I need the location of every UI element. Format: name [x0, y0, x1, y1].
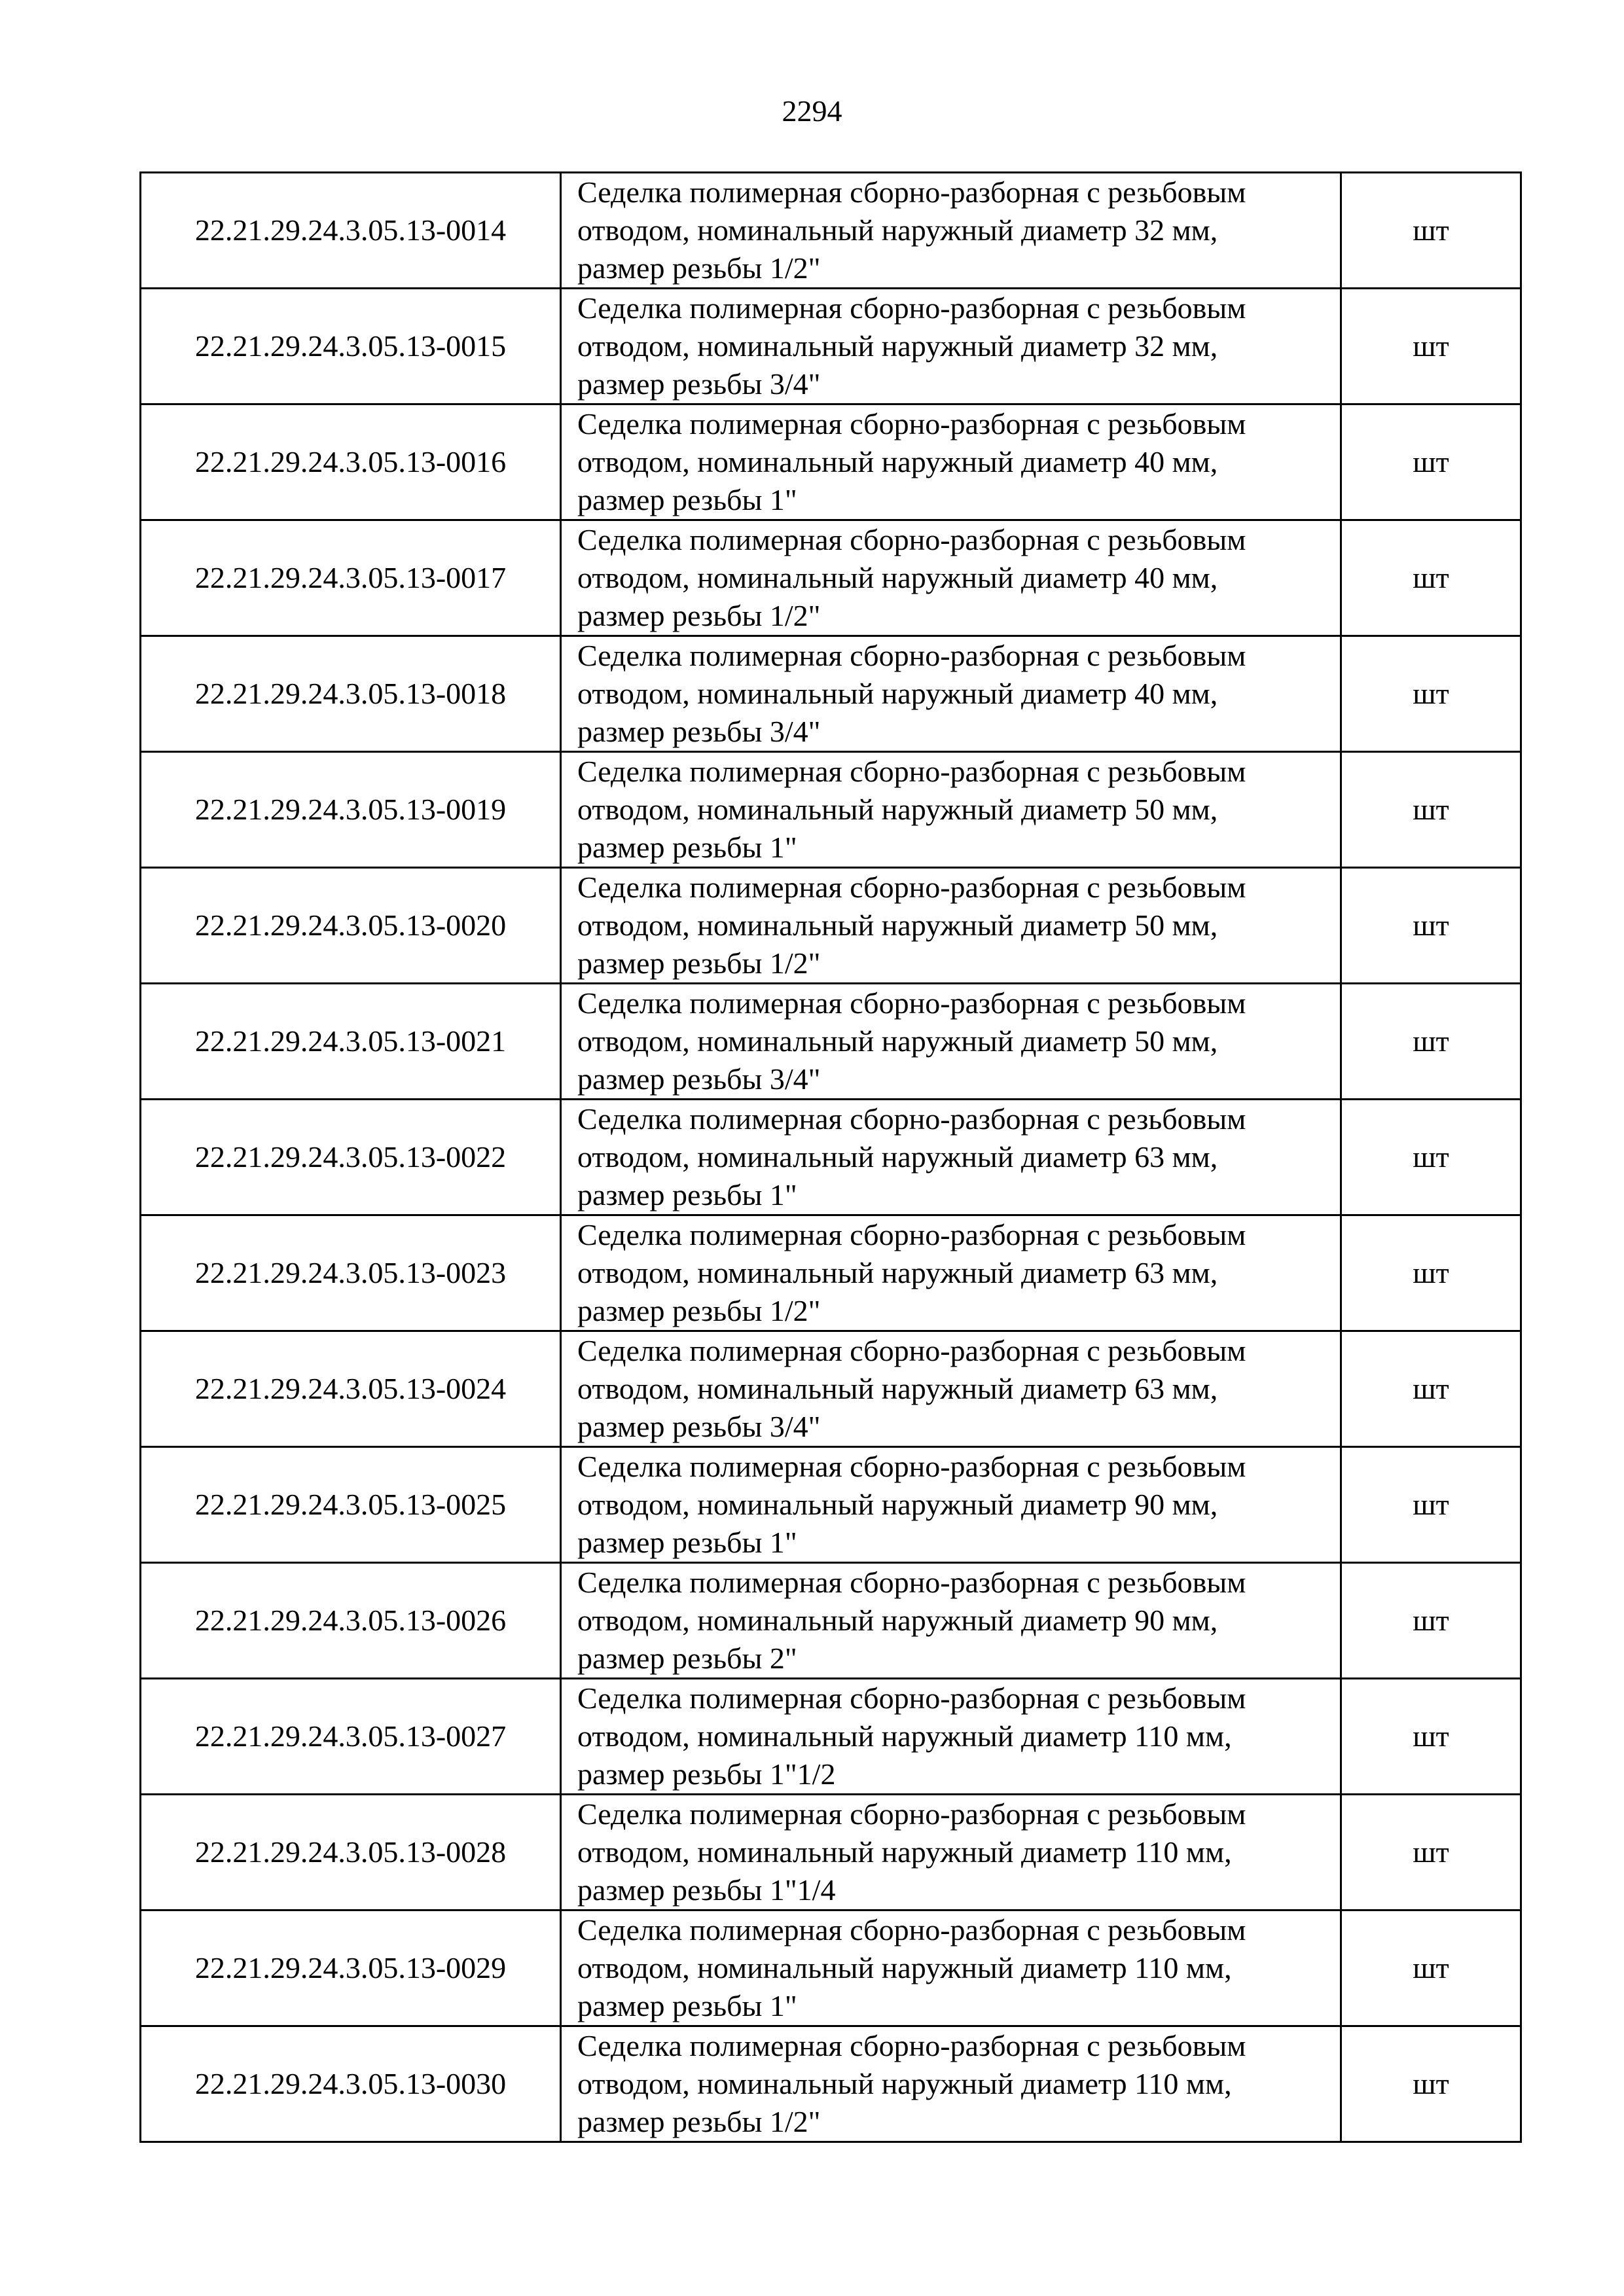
resource-name-line: отводом, номинальный наружный диаметр 110 мм, — [577, 1951, 1232, 1984]
resource-name-cell — [561, 1795, 1341, 1910]
unit-cell: шт — [1341, 404, 1521, 520]
resource-name-cell — [561, 404, 1341, 520]
resource-code-cell: 22.21.29.24.3.05.13-0017 — [141, 520, 561, 636]
table-row — [141, 173, 1521, 289]
resource-name-cell — [561, 1100, 1341, 1215]
resource-name-cell — [561, 173, 1341, 289]
resource-name-line: отводом, номинальный наружный диаметр 90 мм, — [577, 1488, 1218, 1521]
resource-code-cell: 22.21.29.24.3.05.13-0030 — [141, 2026, 561, 2142]
resource-name-line: отводом, номинальный наружный диаметр 40 мм, — [577, 561, 1218, 594]
resource-name-line: размер резьбы 1"1/2 — [577, 1757, 836, 1791]
table-row — [141, 2026, 1521, 2142]
resource-name-line: отводом, номинальный наружный диаметр 50 мм, — [577, 1024, 1218, 1058]
resource-name-line: размер резьбы 1" — [577, 1989, 797, 2022]
resource-name-cell — [561, 2026, 1341, 2142]
unit-cell: шт — [1341, 289, 1521, 404]
resource-code-cell: 22.21.29.24.3.05.13-0028 — [141, 1795, 561, 1910]
resource-name-line: отводом, номинальный наружный диаметр 40 мм, — [577, 445, 1218, 478]
resource-name-cell — [561, 1331, 1341, 1447]
unit-cell: шт — [1341, 752, 1521, 868]
table-row — [141, 1100, 1521, 1215]
resource-code-cell: 22.21.29.24.3.05.13-0025 — [141, 1447, 561, 1563]
unit-cell: шт — [1341, 1331, 1521, 1447]
resource-code-cell: 22.21.29.24.3.05.13-0027 — [141, 1679, 561, 1795]
resource-code-cell: 22.21.29.24.3.05.13-0024 — [141, 1331, 561, 1447]
page-number: 2294 — [782, 94, 842, 128]
resource-name-line: Седелка полимерная сборно-разборная с резьбовым — [577, 986, 1246, 1020]
unit-cell: шт — [1341, 173, 1521, 289]
table-row — [141, 636, 1521, 752]
resource-code-cell: 22.21.29.24.3.05.13-0029 — [141, 1910, 561, 2026]
resource-name-line: размер резьбы 3/4" — [577, 715, 821, 748]
table-row — [141, 1563, 1521, 1679]
resource-name-line: Седелка полимерная сборно-разборная с резьбовым — [577, 1334, 1246, 1367]
resource-name-cell — [561, 1563, 1341, 1679]
unit-cell: шт — [1341, 1100, 1521, 1215]
resource-name-line: Седелка полимерная сборно-разборная с резьбовым — [577, 1566, 1246, 1599]
resource-name-line: Седелка полимерная сборно-разборная с резьбовым — [577, 1681, 1246, 1715]
resource-name-line: отводом, номинальный наружный диаметр 63 мм, — [577, 1372, 1218, 1405]
resource-name-line: размер резьбы 1"1/4 — [577, 1873, 836, 1907]
resource-name-cell — [561, 868, 1341, 984]
unit-cell: шт — [1341, 1795, 1521, 1910]
table-row — [141, 404, 1521, 520]
resource-name-line: Седелка полимерная сборно-разборная с резьбовым — [577, 1450, 1246, 1483]
resource-name-line: Седелка полимерная сборно-разборная с резьбовым — [577, 639, 1246, 672]
resource-code-cell: 22.21.29.24.3.05.13-0019 — [141, 752, 561, 868]
resource-code-cell: 22.21.29.24.3.05.13-0016 — [141, 404, 561, 520]
resource-name-cell — [561, 1215, 1341, 1331]
resource-name-line: Седелка полимерная сборно-разборная с резьбовым — [577, 755, 1246, 788]
resource-name-line: отводом, номинальный наружный диаметр 63 мм, — [577, 1256, 1218, 1289]
resource-name-line: размер резьбы 1/2" — [577, 1294, 821, 1327]
resource-name-line: размер резьбы 1/2" — [577, 251, 821, 285]
unit-cell: шт — [1341, 1215, 1521, 1331]
resource-name-line: отводом, номинальный наружный диаметр 40 мм, — [577, 677, 1218, 710]
resource-name-line: Седелка полимерная сборно-разборная с резьбовым — [577, 291, 1246, 325]
unit-cell: шт — [1341, 1910, 1521, 2026]
resource-name-line: отводом, номинальный наружный диаметр 50 мм, — [577, 793, 1218, 826]
table-row — [141, 752, 1521, 868]
resource-code-cell: 22.21.29.24.3.05.13-0021 — [141, 984, 561, 1100]
unit-cell: шт — [1341, 520, 1521, 636]
resource-name-cell — [561, 289, 1341, 404]
resource-name-line: отводом, номинальный наружный диаметр 110 мм, — [577, 2067, 1232, 2100]
resource-code-cell: 22.21.29.24.3.05.13-0020 — [141, 868, 561, 984]
resource-name-line: Седелка полимерная сборно-разборная с резьбовым — [577, 523, 1246, 556]
resource-name-line: размер резьбы 3/4" — [577, 367, 821, 401]
resource-name-line: размер резьбы 2" — [577, 1641, 797, 1675]
resource-name-line: отводом, номинальный наружный диаметр 110 мм, — [577, 1719, 1232, 1753]
resource-name-line: Седелка полимерная сборно-разборная с резьбовым — [577, 1102, 1246, 1136]
table-row — [141, 868, 1521, 984]
resource-name-line: отводом, номинальный наружный диаметр 63 мм, — [577, 1140, 1218, 1174]
resource-name-cell — [561, 1910, 1341, 2026]
resource-name-line: Седелка полимерная сборно-разборная с резьбовым — [577, 1218, 1246, 1251]
resource-name-cell — [561, 520, 1341, 636]
resource-code-cell: 22.21.29.24.3.05.13-0015 — [141, 289, 561, 404]
resource-name-line: отводом, номинальный наружный диаметр 90 мм, — [577, 1604, 1218, 1637]
table-row — [141, 1795, 1521, 1910]
table-row — [141, 1215, 1521, 1331]
unit-cell: шт — [1341, 1679, 1521, 1795]
table-row — [141, 1447, 1521, 1563]
table-row — [141, 289, 1521, 404]
unit-cell: шт — [1341, 636, 1521, 752]
resource-name-cell — [561, 1679, 1341, 1795]
resource-name-line: отводом, номинальный наружный диаметр 50 мм, — [577, 908, 1218, 942]
resource-name-line: размер резьбы 3/4" — [577, 1410, 821, 1443]
resource-code-cell: 22.21.29.24.3.05.13-0026 — [141, 1563, 561, 1679]
resource-name-line: Седелка полимерная сборно-разборная с резьбовым — [577, 1913, 1246, 1946]
resource-name-line: Седелка полимерная сборно-разборная с резьбовым — [577, 870, 1246, 904]
unit-cell: шт — [1341, 1447, 1521, 1563]
resource-name-line: размер резьбы 1/2" — [577, 946, 821, 980]
unit-cell: шт — [1341, 984, 1521, 1100]
resource-name-line: размер резьбы 1" — [577, 1526, 797, 1559]
resource-name-line: размер резьбы 1" — [577, 483, 797, 516]
resource-name-cell — [561, 636, 1341, 752]
resource-code-cell: 22.21.29.24.3.05.13-0022 — [141, 1100, 561, 1215]
resource-table — [139, 171, 1522, 2143]
resource-name-line: Седелка полимерная сборно-разборная с резьбовым — [577, 1797, 1246, 1831]
table-row — [141, 1679, 1521, 1795]
resource-name-line: размер резьбы 1" — [577, 1178, 797, 1211]
resource-name-line: отводом, номинальный наружный диаметр 32 мм, — [577, 329, 1218, 363]
resource-code-cell: 22.21.29.24.3.05.13-0023 — [141, 1215, 561, 1331]
resource-name-cell — [561, 752, 1341, 868]
resource-code-cell: 22.21.29.24.3.05.13-0014 — [141, 173, 561, 289]
table-row — [141, 520, 1521, 636]
resource-code-cell: 22.21.29.24.3.05.13-0018 — [141, 636, 561, 752]
resource-name-cell — [561, 1447, 1341, 1563]
table-row — [141, 1331, 1521, 1447]
unit-cell: шт — [1341, 868, 1521, 984]
unit-cell: шт — [1341, 1563, 1521, 1679]
resource-name-line: Седелка полимерная сборно-разборная с резьбовым — [577, 175, 1246, 209]
table-row — [141, 1910, 1521, 2026]
resource-name-cell — [561, 984, 1341, 1100]
resource-name-line: размер резьбы 1" — [577, 831, 797, 864]
resource-name-line: отводом, номинальный наружный диаметр 32 мм, — [577, 213, 1218, 247]
resource-name-line: отводом, номинальный наружный диаметр 110 мм, — [577, 1835, 1232, 1869]
resource-name-line: Седелка полимерная сборно-разборная с резьбовым — [577, 2029, 1246, 2062]
resource-name-line: Седелка полимерная сборно-разборная с резьбовым — [577, 407, 1246, 440]
table-body — [141, 173, 1521, 2142]
resource-name-line: размер резьбы 1/2" — [577, 2105, 821, 2138]
unit-cell: шт — [1341, 2026, 1521, 2142]
resource-name-line: размер резьбы 3/4" — [577, 1062, 821, 1096]
table-row — [141, 984, 1521, 1100]
resource-name-line: размер резьбы 1/2" — [577, 599, 821, 632]
